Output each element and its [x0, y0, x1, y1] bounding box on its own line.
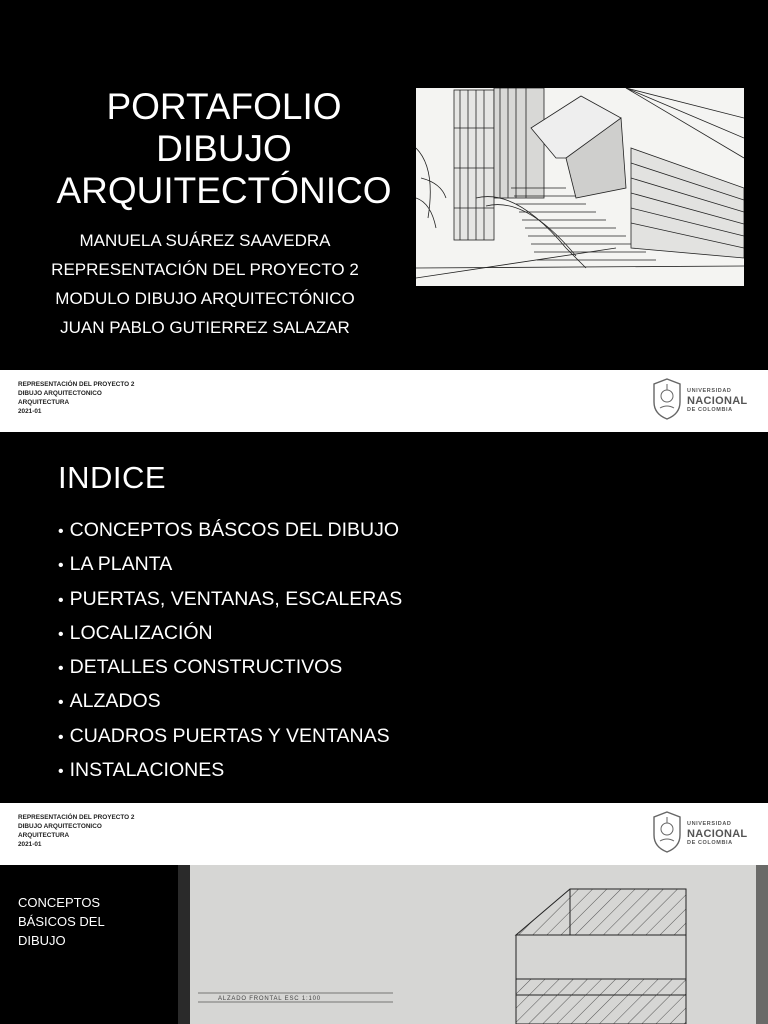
slide-footer [0, 370, 768, 432]
title-line-1: PORTAFOLIO DIBUJO [106, 86, 342, 169]
index-item: • CONCEPTOS BÁSCOS DEL DIBUJO [58, 514, 402, 548]
building-sketch-image [416, 88, 744, 286]
university-wordmark: UNIVERSIDAD NACIONAL DE COLOMBIA [687, 388, 748, 413]
universidad-nacional-logo [652, 378, 752, 422]
university-shield-icon [652, 378, 682, 420]
footer-project: REPRESENTACIÓN DEL PROYECTO 2 [18, 381, 135, 388]
project-name: REPRESENTACIÓN DEL PROYECTO 2 [51, 260, 359, 279]
index-item: • CUADROS PUERTAS Y VENTANAS [58, 720, 402, 754]
title-line-2: ARQUITECTÓNICO [56, 170, 392, 211]
module-name: MODULO DIBUJO ARQUITECTÓNICO [55, 289, 355, 308]
index-item: • LA PLANTA [58, 548, 402, 582]
index-item: • LOCALIZACIÓN [58, 617, 402, 651]
university-wordmark: UNIVERSIDAD NACIONAL DE COLOMBIA [687, 821, 748, 846]
footer-info [18, 380, 134, 416]
cover-slide [0, 0, 768, 370]
index-title: INDICE [58, 460, 167, 495]
footer-course: DIBUJO ARQUITECTONICO [18, 390, 102, 397]
index-item: • ALZADOS [58, 685, 402, 719]
index-item: • DETALLES CONSTRUCTIVOS [58, 651, 402, 685]
portfolio-title [38, 86, 410, 212]
index-list [58, 514, 402, 788]
concepts-label: CONCEPTOS BÁSICOS DEL DIBUJO [18, 895, 105, 948]
slide-footer [0, 803, 768, 865]
footer-program: ARQUITECTURA [18, 832, 70, 839]
drawing-caption: ALZADO FRONTAL ESC 1:100 [218, 996, 321, 1002]
footer-project: REPRESENTACIÓN DEL PROYECTO 2 [18, 814, 135, 821]
footer-course: DIBUJO ARQUITECTONICO [18, 823, 102, 830]
index-item: • PUERTAS, VENTANAS, ESCALERAS [58, 583, 402, 617]
index-item: • INSTALACIONES [58, 754, 402, 788]
university-shield-icon [652, 811, 682, 853]
footer-period: 2021-01 [18, 841, 42, 848]
teacher-name: JUAN PABLO GUTIERREZ SALAZAR [60, 318, 350, 337]
author-name: MANUELA SUÁREZ SAAVEDRA [79, 231, 331, 250]
footer-period: 2021-01 [18, 408, 42, 415]
elevation-drawing-photo [178, 865, 768, 1024]
footer-info [18, 813, 134, 849]
footer-program: ARQUITECTURA [18, 399, 70, 406]
universidad-nacional-logo [652, 811, 752, 855]
cover-subtitle [40, 226, 370, 342]
